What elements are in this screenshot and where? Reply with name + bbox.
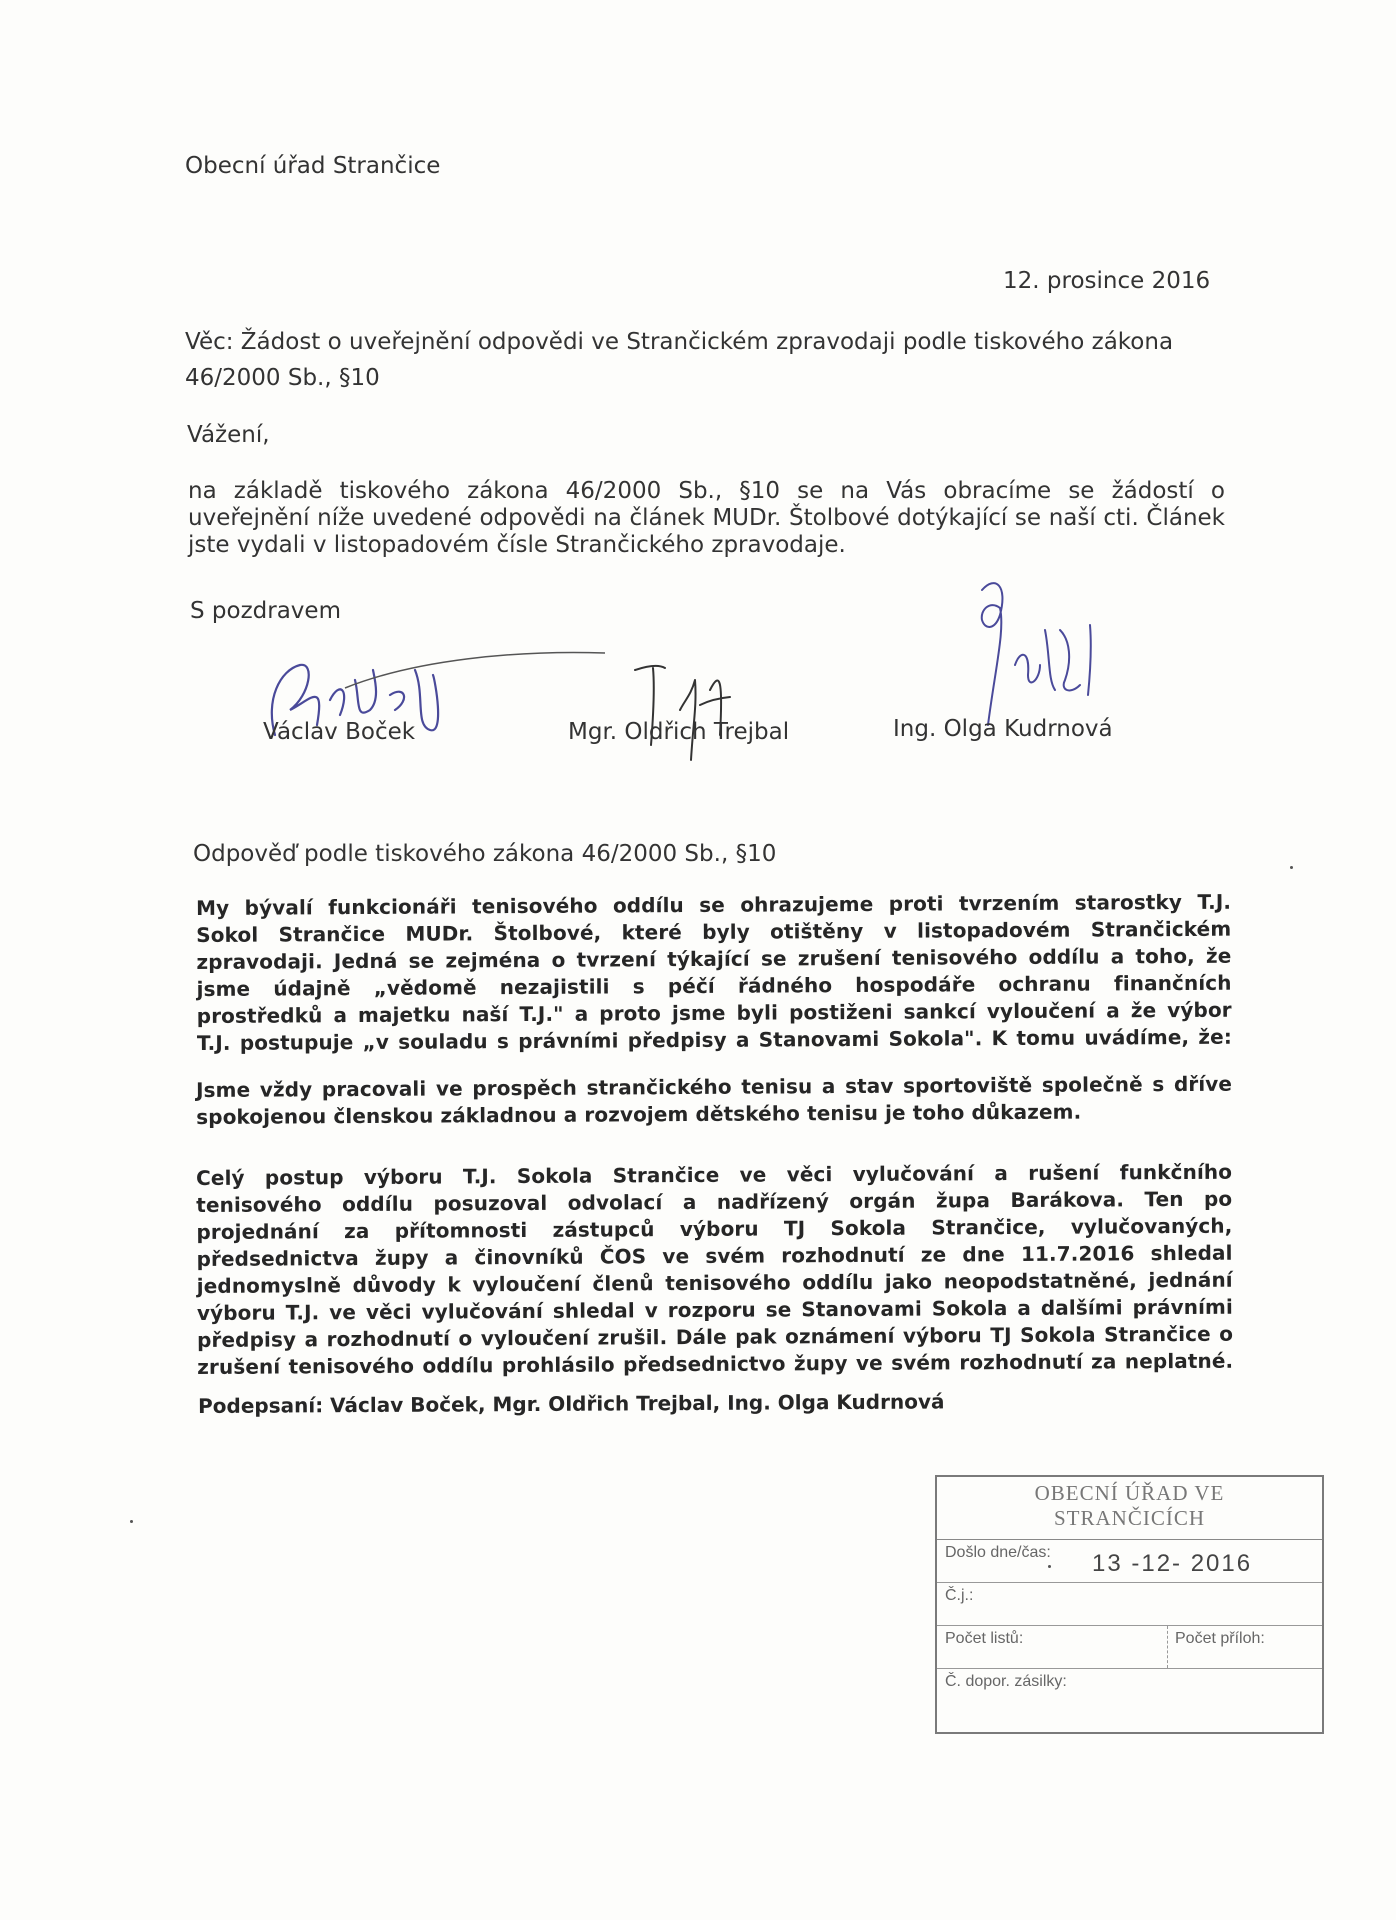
scan-speck bbox=[1048, 1565, 1051, 1568]
signer-name: Ing. Olga Kudrnová bbox=[893, 716, 1113, 742]
stamp-ref-label: Č.j.: bbox=[945, 1587, 974, 1604]
response-line: předsednictva župy a činovníků ČOS ve svém rozhodnutí ze dne 11.7.2016 shledal bbox=[196, 1240, 1233, 1271]
response-line: T.J. postupuje „v souladu s právními předpisy a Stanovami Sokola". K tomu uvádíme, že: bbox=[196, 1024, 1232, 1055]
response-line: Celý postup výboru T.J. Sokola Strančice ve věci vylučování a rušení funkčního bbox=[196, 1159, 1233, 1190]
response-line: jsme údajně „vědomě nezajistili s péčí řádného hospodáře ochranu finančních bbox=[196, 970, 1232, 1001]
stamp-received-label: Došlo dne/čas: bbox=[945, 1544, 1051, 1561]
stamp-title: STRANČICÍCH bbox=[1053, 1506, 1206, 1530]
letter-date: 12. prosince 2016 bbox=[1003, 268, 1211, 294]
signature-trejbal bbox=[625, 650, 765, 770]
response-line: Jsme vždy pracovali ve prospěch strančického tenisu a stav sportoviště společně s dříve bbox=[196, 1071, 1233, 1102]
intro-line: uveřejnění níže uvedené odpovědi na článek MUDr. Štolbové dotýkající se naší cti. Článek bbox=[188, 505, 1225, 531]
stamp-row-counts bbox=[937, 1626, 1322, 1669]
intro-paragraph bbox=[188, 478, 1225, 559]
response-paragraph-2 bbox=[196, 1071, 1232, 1131]
response-heading: Odpověď podle tiskového zákona 46/2000 Sb., §10 bbox=[193, 841, 777, 867]
stamp-attachments-label: Počet příloh: bbox=[1175, 1630, 1265, 1647]
stamp-header bbox=[937, 1477, 1322, 1540]
response-line: Sokol Strančice MUDr. Štolbové, které byly otištěny v listopadovém Strančickém bbox=[196, 916, 1232, 947]
stamp-sheets-label: Počet listů: bbox=[945, 1630, 1024, 1647]
stamp-row-received bbox=[937, 1540, 1322, 1583]
response-line: projednání za přítomnosti zástupců výboru TJ Sokola Strančice, vylučovaných, bbox=[196, 1213, 1233, 1244]
signer-name: Václav Boček bbox=[263, 719, 416, 745]
response-line: zrušení tenisového oddílu prohlásilo předsednictvo župy ve svém rozhodnutí za neplatné. bbox=[197, 1348, 1234, 1379]
signed-line: Podepsaní: Václav Boček, Mgr. Oldřich Trejbal, Ing. Olga Kudrnová bbox=[198, 1389, 945, 1418]
stamp-row-ref bbox=[937, 1583, 1322, 1626]
stamp-registered-label: Č. dopor. zásilky: bbox=[945, 1673, 1067, 1690]
stamp-row-registered bbox=[937, 1669, 1322, 1711]
response-line: předpisy a rozhodnutí o vyloučení zrušil. Dále pak oznámení výboru TJ Sokola Strančice o bbox=[196, 1321, 1234, 1352]
stamp-title: OBECNÍ ÚŘAD VE bbox=[1034, 1481, 1225, 1505]
subject-line-2: 46/2000 Sb., §10 bbox=[185, 365, 380, 391]
response-paragraph-3 bbox=[196, 1159, 1233, 1381]
response-paragraph-1 bbox=[196, 889, 1232, 1057]
scan-speck bbox=[130, 1520, 133, 1523]
stamp-received-date: 13 -12- 2016 bbox=[1092, 1550, 1253, 1577]
signer-name: Mgr. Oldřich Trejbal bbox=[568, 719, 790, 745]
response-line: My bývalí funkcionáři tenisového oddílu se ohrazujeme proti tvrzením starostky T.J. bbox=[196, 889, 1232, 920]
response-line: tenisového oddílu posuzoval odvolací a nadřízený orgán župa Barákova. Ten po bbox=[196, 1186, 1233, 1217]
scan-speck bbox=[1290, 866, 1293, 869]
subject-line-1: Věc: Žádost o uveřejnění odpovědi ve Strančickém zpravodaji podle tiskového zákona bbox=[185, 329, 1174, 355]
response-line: jednomyslně důvody k vyloučení členů tenisového oddílu jako neopodstatněné, jednání bbox=[196, 1267, 1233, 1298]
intro-line: na základě tiskového zákona 46/2000 Sb., §10 se na Vás obracíme se žádostí o bbox=[188, 478, 1225, 504]
response-line: výboru T.J. ve věci vylučování shledal v rozporu se Stanovami Sokola a dalšími právními bbox=[196, 1294, 1233, 1325]
closing: S pozdravem bbox=[190, 598, 341, 624]
signature-kudrnova bbox=[960, 570, 1110, 730]
recipient: Obecní úřad Strančice bbox=[185, 153, 441, 179]
received-stamp bbox=[935, 1475, 1324, 1734]
response-line: spokojenou členskou základnou a rozvojem dětského tenisu je toho důkazem. bbox=[196, 1099, 1082, 1129]
intro-line: jste vydali v listopadovém čísle Strančického zpravodaje. bbox=[188, 532, 846, 558]
stamp-divider bbox=[1167, 1626, 1168, 1668]
response-line: prostředků a majetku naší T.J." a proto jsme byli postiženi sankcí vyloučení a že výbor bbox=[196, 997, 1232, 1028]
response-line: zpravodaji. Jedná se zejména o tvrzení týkající se zrušení tenisového oddílu a toho, že bbox=[196, 943, 1232, 974]
salutation: Vážení, bbox=[187, 422, 270, 448]
